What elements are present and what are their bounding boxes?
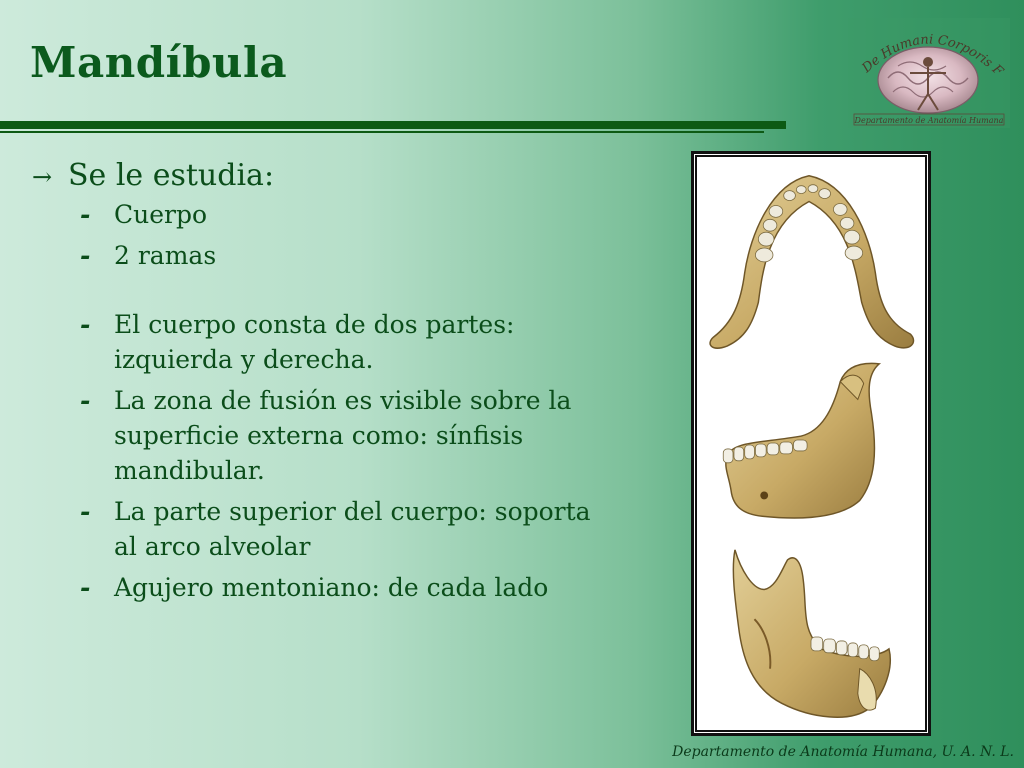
mandible-medial-view: [733, 550, 890, 717]
dash-bullet-icon: -: [80, 310, 91, 339]
sub-bullet: [80, 383, 632, 488]
svg-text:De Humani Corporis Fabrica: De Humani Corporis F: [859, 32, 1005, 79]
mandible-illustration: [691, 151, 931, 736]
sub-bullet: [80, 238, 632, 273]
bullet-content: [32, 158, 632, 611]
sub-bullet-text: 2 ramas: [114, 241, 217, 270]
sub-bullet: [80, 494, 632, 564]
sub-bullet-text: La zona de fusión es visible sobre la superficie externa como: sínfisis mandibular.: [114, 386, 572, 485]
sub-bullet-text: Agujero mentoniano: de cada lado: [114, 573, 549, 602]
dash-bullet-icon: -: [80, 200, 91, 229]
title-divider-thin: [0, 131, 764, 133]
mandible-lateral-view: [723, 363, 879, 518]
dash-bullet-icon: -: [80, 497, 91, 526]
svg-text:Departamento de Anatomía Human: Departamento de Anatomía Humana: [854, 116, 1004, 125]
sub-bullet-text: El cuerpo consta de dos partes: izquierda y derecha.: [114, 310, 515, 374]
main-bullet: [32, 158, 632, 193]
mandible-top-view: [710, 176, 913, 348]
footer-credit: Departamento de Anatomía Humana, U. A. N. L.: [672, 744, 1014, 760]
sub-bullet: [80, 197, 632, 232]
dash-bullet-icon: -: [80, 573, 91, 602]
page-title: Mandíbula: [30, 38, 288, 87]
sub-bullet: [80, 570, 632, 605]
arrow-bullet-icon: →: [32, 163, 53, 191]
dash-bullet-icon: -: [80, 241, 91, 270]
department-logo: [848, 18, 1010, 128]
sub-bullet-text: Cuerpo: [114, 200, 208, 229]
sub-bullet: [80, 307, 632, 377]
title-divider-thick: [0, 121, 786, 129]
dash-bullet-icon: -: [80, 386, 91, 415]
main-bullet-text: Se le estudia:: [68, 158, 275, 193]
sub-bullet-text: La parte superior del cuerpo: soporta al arco alveolar: [114, 497, 591, 561]
